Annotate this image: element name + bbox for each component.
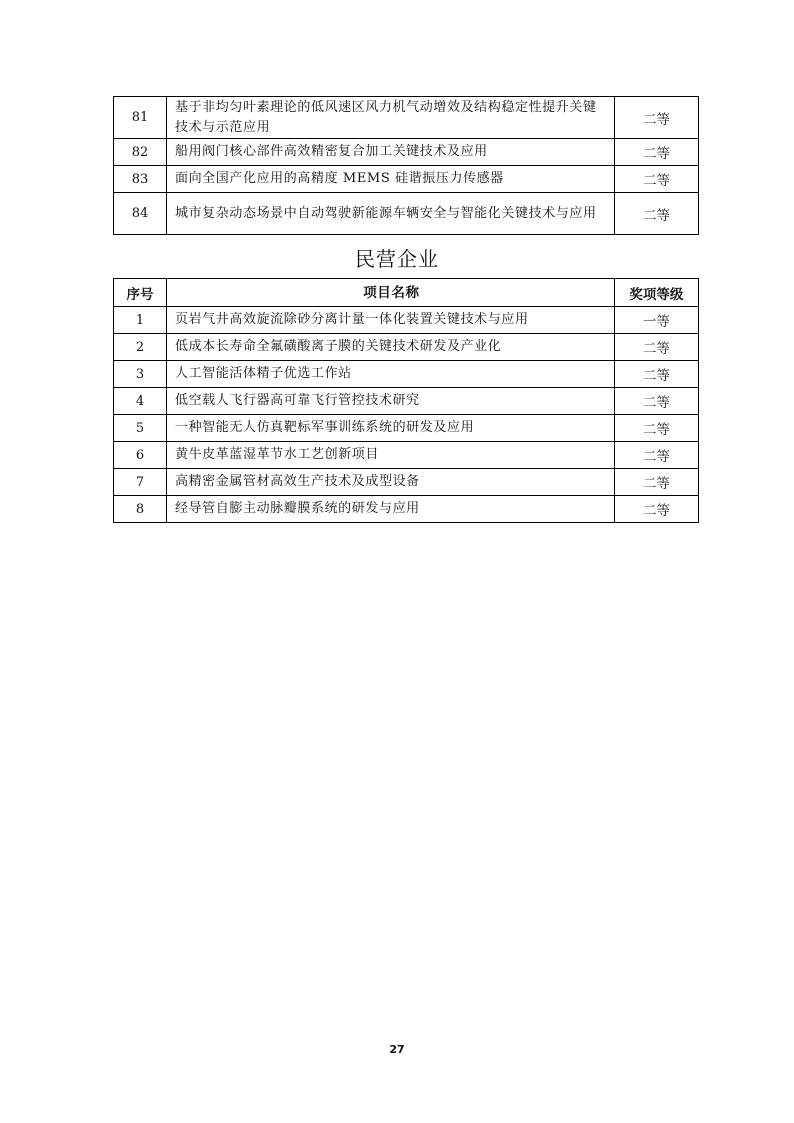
table-row (114, 496, 699, 523)
award-grade: 二等 (614, 334, 698, 361)
header-index: 序号 (114, 279, 167, 307)
table-row (114, 193, 699, 235)
row-index: 84 (114, 193, 167, 235)
header-project-name: 项目名称 (166, 279, 614, 307)
table-row (114, 139, 699, 166)
row-index: 6 (114, 442, 167, 469)
award-grade: 二等 (614, 469, 698, 496)
table-row (114, 442, 699, 469)
project-name: 面向全国产化应用的高精度 MEMS 硅谐振压力传感器 (166, 166, 614, 193)
award-grade: 二等 (614, 193, 698, 235)
table-row (114, 388, 699, 415)
table-row (114, 361, 699, 388)
award-grade: 二等 (614, 496, 698, 523)
project-name: 经导管自膨主动脉瓣膜系统的研发与应用 (166, 496, 614, 523)
award-grade: 二等 (614, 442, 698, 469)
award-grade: 二等 (614, 361, 698, 388)
table-row (114, 469, 699, 496)
project-name: 城市复杂动态场景中自动驾驶新能源车辆安全与智能化关键技术与应用 (166, 193, 614, 235)
award-grade: 二等 (614, 139, 698, 166)
award-grade: 二等 (614, 415, 698, 442)
project-name: 船用阀门核心部件高效精密复合加工关键技术及应用 (166, 139, 614, 166)
table-header-row (114, 279, 699, 307)
project-name: 低成本长寿命全氟磺酸离子膜的关键技术研发及产业化 (166, 334, 614, 361)
row-index: 4 (114, 388, 167, 415)
award-grade: 二等 (614, 97, 698, 139)
row-index: 3 (114, 361, 167, 388)
row-index: 83 (114, 166, 167, 193)
row-index: 1 (114, 307, 167, 334)
project-name: 一种智能无人仿真靶标军事训练系统的研发及应用 (166, 415, 614, 442)
table-row (114, 334, 699, 361)
header-award-grade: 奖项等级 (614, 279, 698, 307)
row-index: 82 (114, 139, 167, 166)
table-row (114, 415, 699, 442)
row-index: 7 (114, 469, 167, 496)
private-enterprise-table (113, 278, 699, 523)
table-row (114, 97, 699, 139)
award-grade: 二等 (614, 166, 698, 193)
award-grade: 二等 (614, 388, 698, 415)
award-table-continued (113, 96, 699, 235)
project-name: 高精密金属管材高效生产技术及成型设备 (166, 469, 614, 496)
section-title: 民营企业 (355, 247, 439, 271)
project-name: 低空载人飞行器高可靠飞行管控技术研究 (166, 388, 614, 415)
project-name: 页岩气井高效旋流除砂分离计量一体化装置关键技术与应用 (166, 307, 614, 334)
page-number: 27 (389, 1043, 405, 1056)
table-row (114, 307, 699, 334)
project-name: 人工智能活体精子优选工作站 (166, 361, 614, 388)
row-index: 81 (114, 97, 167, 139)
row-index: 8 (114, 496, 167, 523)
row-index: 5 (114, 415, 167, 442)
award-grade: 一等 (614, 307, 698, 334)
row-index: 2 (114, 334, 167, 361)
project-name: 基于非均匀叶素理论的低风速区风力机气动增效及结构稳定性提升关键技术与示范应用 (166, 97, 614, 139)
project-name: 黄牛皮革蓝湿革节水工艺创新项目 (166, 442, 614, 469)
table-row (114, 166, 699, 193)
